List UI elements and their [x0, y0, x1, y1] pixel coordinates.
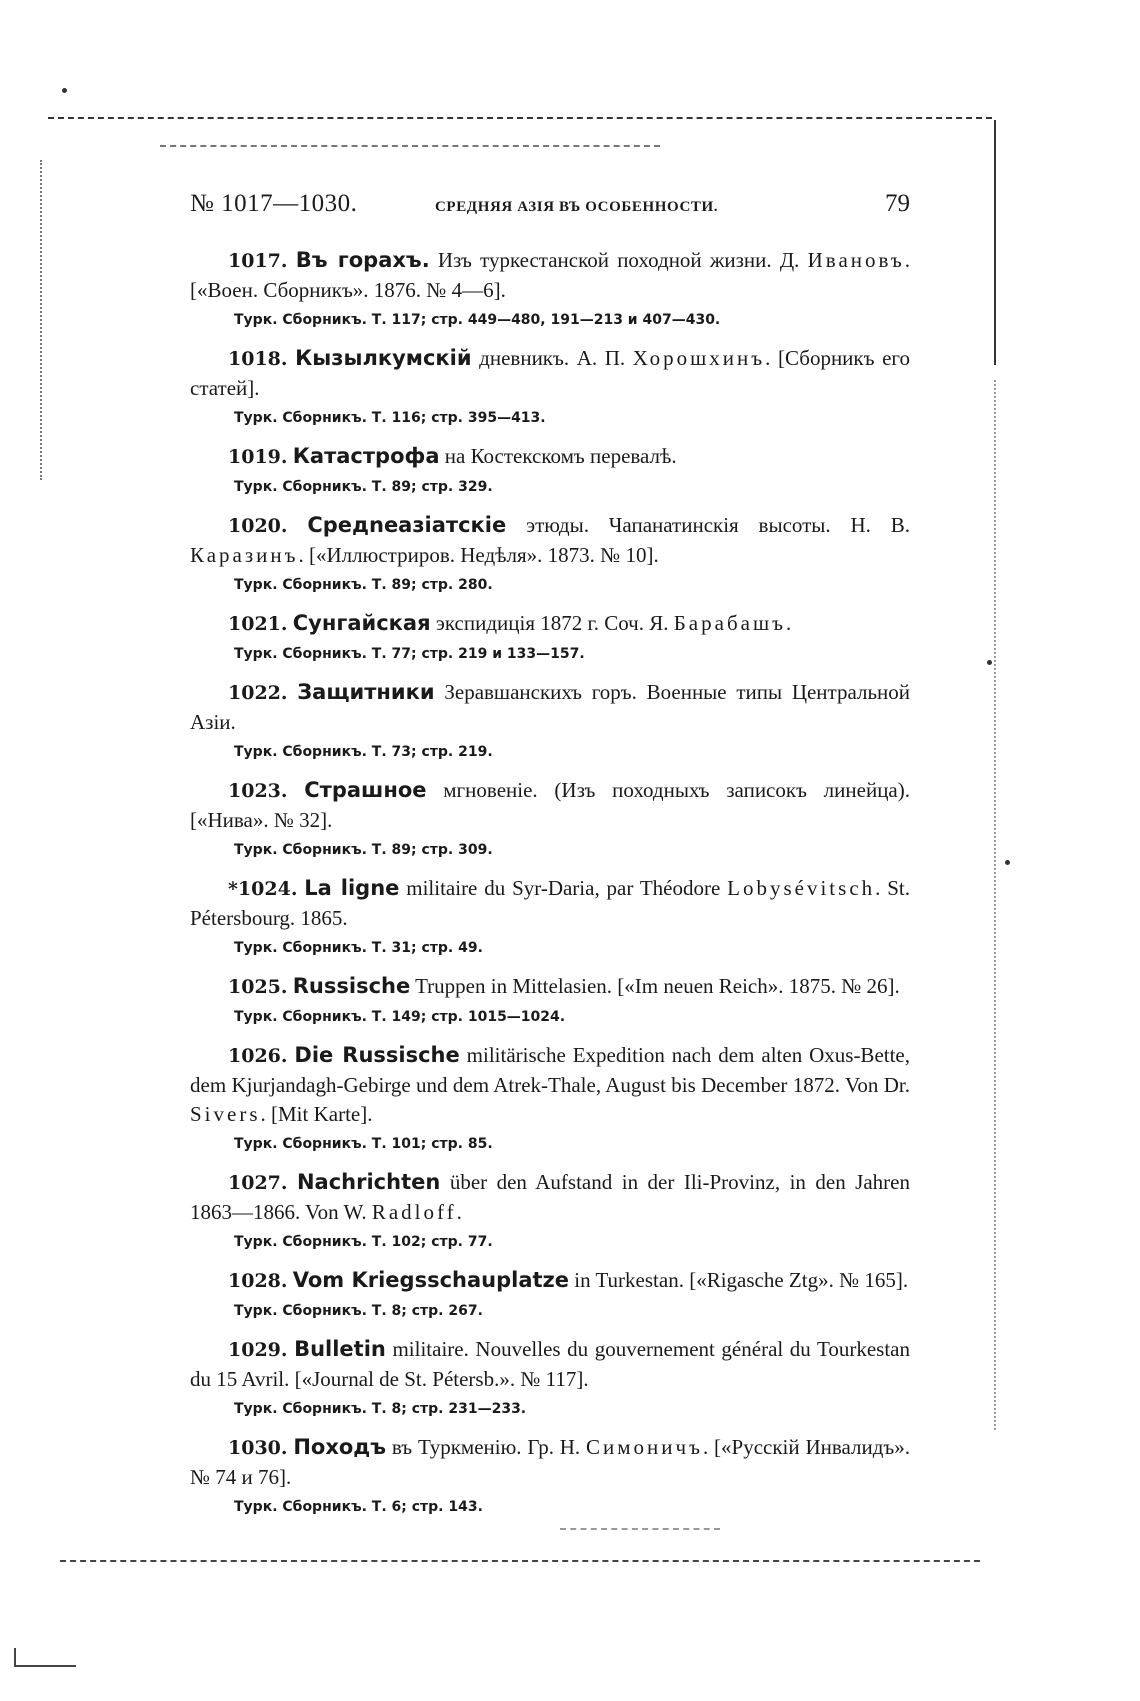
entry-source: Турк. Сборникъ. Т. 117; стр. 449—480, 191—213 и 407—430. — [234, 312, 721, 328]
entry-body: militaire du Syr-Daria, par Théodore — [399, 876, 728, 900]
entry-number: 1018. — [228, 348, 288, 370]
bibliography-entry — [190, 1041, 910, 1155]
entry-source: Турк. Сборникъ. Т. 101; стр. 85. — [234, 1136, 493, 1152]
entry-text — [190, 1041, 910, 1129]
entry-author: Барабашъ — [673, 611, 786, 635]
entry-source: Турк. Сборникъ. Т. 89; стр. 280. — [234, 577, 493, 593]
entry-range: № 1017—1030. — [190, 190, 358, 217]
entry-text — [190, 1266, 910, 1296]
bibliography-entry — [190, 511, 910, 596]
scan-frame-top-faint — [160, 145, 660, 147]
entry-heading: Катастрофа — [292, 444, 440, 468]
running-header — [190, 190, 910, 230]
entry-text — [190, 1335, 910, 1394]
entry-heading: Сунгайская — [292, 611, 431, 635]
entry-source: Турк. Сборникъ. Т. 116; стр. 395—413. — [234, 410, 546, 426]
bibliography-entry — [190, 1433, 910, 1518]
entry-number: 1026. — [228, 1045, 288, 1067]
entry-body: экспидиція 1872 г. Соч. Я. — [430, 611, 674, 635]
entry-source: Турк. Сборникъ. Т. 89; стр. 329. — [234, 479, 493, 495]
entry-source: Турк. Сборникъ. Т. 6; стр. 143. — [234, 1499, 483, 1515]
entry-number: 1029. — [228, 1339, 288, 1361]
entry-text — [190, 344, 910, 403]
entry-number: 1020. — [228, 515, 288, 537]
entry-number: 1025. — [228, 976, 288, 998]
entry-body-tail: . — [786, 611, 792, 635]
scan-speck — [987, 660, 992, 665]
scan-speck — [62, 88, 67, 93]
scan-frame-right-dotted — [994, 380, 996, 1430]
bibliography-entry — [190, 442, 910, 498]
entry-source: Турк. Сборникъ. Т. 89; стр. 309. — [234, 842, 493, 858]
entry-text — [190, 874, 910, 933]
section-title: СРЕДНЯЯ АЗІЯ ВЪ ОСОБЕННОСТИ. — [435, 199, 719, 215]
bibliography-list — [190, 246, 910, 1531]
entry-body-tail: . St. Pétersbourg. 1865. — [190, 876, 911, 930]
bibliography-entry — [190, 1168, 910, 1253]
entry-body: militärische Expedition nach dem alten Oxus-Bette, dem Kjurjandagh-Gebirge und dem Atrek-Thale, August bis December 1872. Von Dr. — [190, 1043, 910, 1097]
entry-source: Турк. Сборникъ. Т. 149; стр. 1015—1024. — [234, 1009, 566, 1025]
entry-number: 1019. — [228, 446, 288, 468]
entry-text — [190, 511, 910, 570]
entry-source: Турк. Сборникъ. Т. 73; стр. 219. — [234, 744, 493, 760]
entry-body: мгновеніе. (Изъ походныхъ записокъ линейца). [«Нива». № 32]. — [190, 778, 910, 832]
entry-heading: Russische — [292, 974, 411, 998]
page-number: 79 — [885, 190, 910, 217]
entry-body: militaire. Nouvelles du gouvernement général du Tourkestan du 15 Avril. [«Journal de St. Pétersb.». № 117]. — [190, 1337, 910, 1391]
entry-heading: Bulletin — [294, 1337, 386, 1361]
entry-source: Турк. Сборникъ. Т. 8; стр. 231—233. — [234, 1401, 527, 1417]
entry-heading: Защитники — [297, 680, 435, 704]
entry-author: Каразинъ — [190, 543, 299, 567]
bibliography-entry — [190, 609, 910, 665]
entry-source: Турк. Сборникъ. Т. 77; стр. 219 и 133—157. — [234, 646, 585, 662]
entry-body: Зеравшанскихъ горъ. Военные типы Центральной Азіи. — [190, 680, 911, 734]
bibliography-entry — [190, 344, 910, 429]
entry-body-tail: . [Mit Karte]. — [260, 1102, 373, 1126]
entry-author: Sivers — [190, 1102, 261, 1126]
entry-number: 1022. — [228, 682, 288, 704]
entry-author: Симоничъ — [586, 1435, 703, 1459]
entry-heading: Die Russische — [294, 1043, 460, 1067]
entry-author: Lobysévitsch — [727, 876, 876, 900]
entry-author: Radloff — [371, 1200, 457, 1224]
bibliography-entry — [190, 678, 910, 763]
scan-frame-bottom — [60, 1560, 980, 1562]
entry-author: Ивановъ — [807, 248, 905, 272]
entry-text — [190, 678, 910, 737]
entry-heading: Походъ — [293, 1435, 387, 1459]
entry-text — [190, 776, 910, 835]
bibliography-entry — [190, 874, 910, 959]
scan-corner-mark-vertical — [14, 1648, 16, 1666]
entry-body: въ Туркменію. Гр. Н. — [386, 1435, 587, 1459]
entry-source: Турк. Сборникъ. Т. 102; стр. 77. — [234, 1234, 493, 1250]
entry-heading: Vom Kriegsschauplatze — [292, 1268, 570, 1292]
entry-source: Турк. Сборникъ. Т. 31; стр. 49. — [234, 940, 483, 956]
entry-body-tail: . [«Русскій Инвалидъ». № 74 и 76]. — [190, 1435, 910, 1489]
entry-text — [190, 442, 910, 472]
bibliography-entry — [190, 972, 910, 1028]
entry-number: 1017. — [228, 250, 288, 272]
entry-body: на Костекскомъ перевалѣ. — [439, 444, 677, 468]
entry-heading: Средneазіатскіе — [307, 513, 507, 537]
entry-body: Изъ туркестанской походной жизни. Д. — [429, 248, 808, 272]
entry-body: in Turkestan. [«Rigasche Ztg». № 165]. — [569, 1268, 909, 1292]
entry-text — [190, 609, 910, 639]
scan-frame-left — [40, 160, 42, 480]
entry-body-tail: . — [456, 1200, 462, 1224]
scan-corner-mark — [14, 1665, 76, 1667]
entry-body-tail: . [«Иллюстриров. Недѣля». 1873. № 10]. — [298, 543, 659, 567]
bibliography-entry — [190, 776, 910, 861]
entry-text — [190, 1433, 910, 1492]
entry-heading: Страшное — [304, 778, 427, 802]
entry-number: 1027. — [228, 1172, 288, 1194]
entry-body: дневникъ. А. П. — [471, 346, 633, 370]
entry-text — [190, 246, 910, 305]
scan-frame-top — [48, 117, 992, 119]
entry-body-tail: . [Сборникъ его статей]. — [190, 346, 910, 400]
entry-number: 1030. — [228, 1437, 288, 1459]
entry-body: über den Aufstand in der Ili-Provinz, in den Jahren 1863—1866. Von W. — [190, 1170, 910, 1224]
entry-body: этюды. Чапанатинскія высоты. Н. В. — [506, 513, 911, 537]
entry-number: 1021. — [228, 613, 288, 635]
entry-source: Турк. Сборникъ. Т. 8; стр. 267. — [234, 1303, 483, 1319]
entry-author: Хорошхинъ — [632, 346, 766, 370]
entry-number: 1028. — [228, 1270, 288, 1292]
entry-text — [190, 972, 910, 1002]
entry-heading: Nachrichten — [296, 1170, 441, 1194]
entry-number: 1023. — [228, 780, 288, 802]
entry-body-tail: . [«Воен. Сборникъ». 1876. № 4—6]. — [190, 248, 911, 302]
bibliography-entry — [190, 1335, 910, 1420]
entry-number: *1024. — [228, 878, 298, 900]
entry-body: Truppen in Mittelasien. [«Im neuen Reich». 1875. № 26]. — [410, 974, 900, 998]
bibliography-entry — [190, 1266, 910, 1322]
entry-heading: Въ горахъ. — [295, 248, 430, 272]
scan-frame-right — [994, 120, 996, 365]
entry-heading: Кызылкумскій — [295, 346, 472, 370]
bibliography-entry — [190, 246, 910, 331]
entry-heading: La ligne — [304, 876, 400, 900]
entry-text — [190, 1168, 910, 1227]
scan-speck — [1005, 860, 1010, 865]
